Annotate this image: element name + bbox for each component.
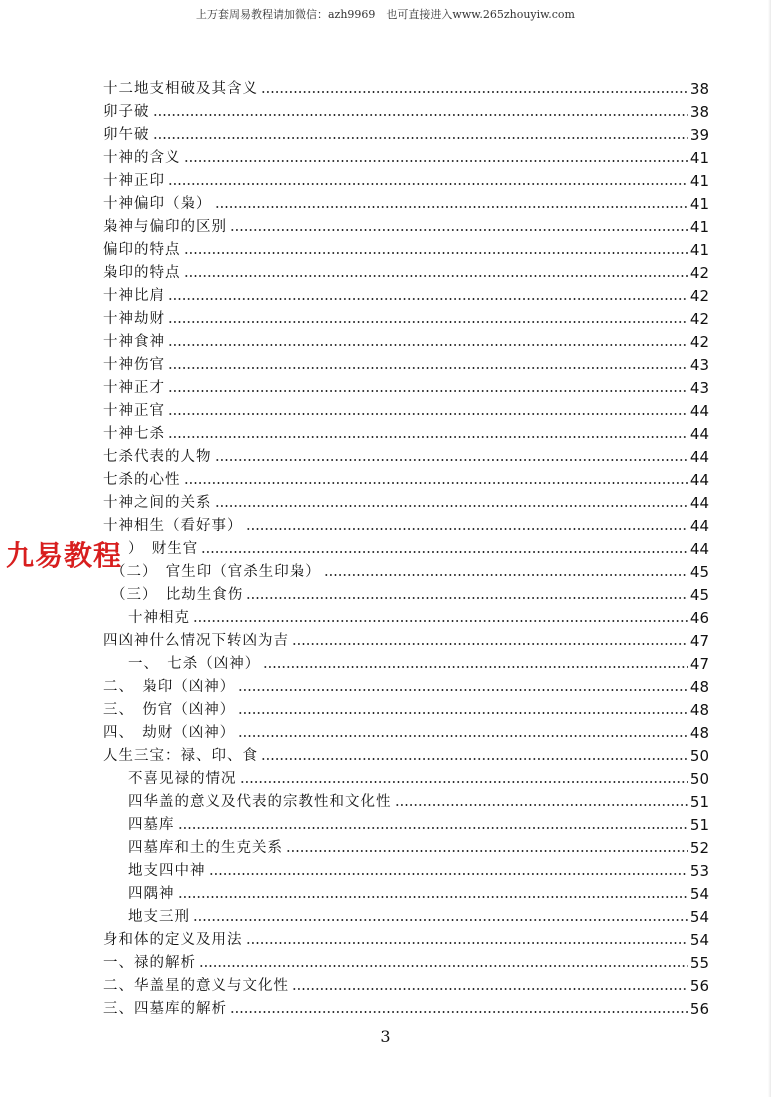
toc-dot-leader [184,274,688,278]
toc-entry-page: 50 [689,770,709,788]
toc-entry[interactable] [103,305,709,328]
toc-entry-title: 十神劫财 [103,311,165,327]
toc-dot-leader [246,596,688,600]
toc-entry-title: 一、禄的解析 [103,955,196,971]
toc-entry[interactable] [103,213,709,236]
toc-entry-page: 42 [689,264,709,282]
toc-entry-title: 偏印的特点 [103,242,181,258]
toc-dot-leader [286,849,688,853]
toc-dot-leader [261,757,688,761]
toc-entry-page: 44 [689,425,709,443]
toc-entry-title: 十神七杀 [103,426,165,442]
toc-entry-page: 41 [689,172,709,190]
toc-dot-leader [199,964,688,968]
toc-entry-page: 44 [689,517,709,535]
toc-entry-page: 38 [689,80,709,98]
toc-entry-title: ） 财生官 [128,541,199,557]
toc-entry-title: 二、 枭印（凶神） [103,679,236,695]
toc-entry-page: 45 [689,586,709,604]
toc-entry[interactable] [103,512,709,535]
toc-entry-title: 三、四墓库的解析 [103,1001,227,1017]
toc-entry-page: 51 [689,816,709,834]
toc-entry[interactable] [103,144,709,167]
toc-entry-title: 十神伤官 [103,357,165,373]
toc-entry-title: 十神相生（看好事） [103,518,243,534]
toc-dot-leader [209,872,688,876]
toc-dot-leader [178,826,688,830]
toc-entry[interactable] [103,995,709,1018]
toc-entry[interactable] [103,650,709,673]
toc-entry-page: 44 [689,494,709,512]
toc-entry[interactable] [103,581,709,604]
toc-entry-title: 十神的含义 [103,150,181,166]
toc-dot-leader [263,665,688,669]
toc-dot-leader [292,987,688,991]
toc-entry-title: 卯子破 [103,104,150,120]
toc-dot-leader [168,366,688,370]
toc-dot-leader [168,343,688,347]
toc-dot-leader [230,228,688,232]
toc-entry[interactable] [103,420,709,443]
toc-entry[interactable] [103,604,709,627]
toc-dot-leader [168,435,688,439]
toc-dot-leader [215,504,688,508]
toc-entry-page: 48 [689,678,709,696]
toc-entry-page: 42 [689,310,709,328]
toc-entry-page: 54 [689,885,709,903]
toc-entry-page: 51 [689,793,709,811]
toc-entry[interactable] [103,788,709,811]
toc-entry-title: 身和体的定义及用法 [103,932,243,948]
toc-entry-title: 十神正才 [103,380,165,396]
toc-entry-title: 地支三刑 [128,909,190,925]
toc-entry-title: 七杀代表的人物 [103,449,212,465]
toc-dot-leader [215,205,688,209]
table-of-contents [103,75,709,1018]
toc-entry-page: 45 [689,563,709,581]
toc-entry-page: 39 [689,126,709,144]
toc-entry[interactable] [103,75,709,98]
toc-entry[interactable] [103,443,709,466]
toc-entry-title: 十神偏印（枭） [103,196,212,212]
toc-entry-title: 枭神与偏印的区别 [103,219,227,235]
toc-entry-page: 41 [689,218,709,236]
toc-dot-leader [168,182,688,186]
toc-entry-title: 七杀的心性 [103,472,181,488]
toc-dot-leader [201,550,688,554]
toc-entry-page: 41 [689,241,709,259]
toc-entry-title: 不喜见禄的情况 [128,771,237,787]
watermark-logo: 九易教程 [6,539,123,572]
toc-dot-leader [215,458,688,462]
toc-entry-page: 46 [689,609,709,627]
toc-entry-page: 38 [689,103,709,121]
toc-entry[interactable] [103,834,709,857]
toc-dot-leader [261,90,688,94]
toc-entry[interactable] [103,98,709,121]
page-number: 3 [380,1027,391,1046]
toc-dot-leader [153,136,688,140]
toc-entry[interactable] [103,765,709,788]
toc-dot-leader [324,573,688,577]
toc-entry[interactable] [103,190,709,213]
toc-entry-page: 48 [689,701,709,719]
toc-dot-leader [246,527,688,531]
toc-entry-page: 44 [689,471,709,489]
toc-entry-page: 50 [689,747,709,765]
toc-entry-title: 四墓库和土的生克关系 [128,840,283,856]
toc-entry-page: 42 [689,333,709,351]
toc-entry[interactable] [103,972,709,995]
toc-dot-leader [292,642,688,646]
toc-entry-page: 48 [689,724,709,742]
toc-dot-leader [168,389,688,393]
toc-entry-title: 十神之间的关系 [103,495,212,511]
toc-entry-page: 56 [689,977,709,995]
toc-entry[interactable] [103,926,709,949]
toc-entry-title: （三） 比劫生食伤 [111,587,244,603]
toc-entry-page: 54 [689,931,709,949]
toc-dot-leader [168,320,688,324]
toc-entry[interactable] [103,719,709,742]
toc-entry[interactable] [103,535,709,558]
toc-entry[interactable] [103,903,709,926]
toc-entry-page: 53 [689,862,709,880]
toc-dot-leader [153,113,688,117]
toc-entry[interactable] [103,121,709,144]
toc-entry-page: 56 [689,1000,709,1018]
toc-dot-leader [238,711,688,715]
toc-entry-page: 44 [689,540,709,558]
toc-entry-page: 47 [689,655,709,673]
toc-entry-title: 三、 伤官（凶神） [103,702,236,718]
toc-entry[interactable] [103,627,709,650]
toc-entry[interactable] [103,167,709,190]
toc-dot-leader [168,297,688,301]
toc-entry-page: 52 [689,839,709,857]
toc-entry[interactable] [103,328,709,351]
toc-dot-leader [178,895,688,899]
toc-entry-title: 四凶神什么情况下转凶为吉 [103,633,289,649]
toc-entry[interactable] [103,673,709,696]
toc-dot-leader [193,619,688,623]
toc-entry-page: 44 [689,448,709,466]
toc-entry[interactable] [103,259,709,282]
toc-entry-title: 十神食神 [103,334,165,350]
toc-entry-page: 55 [689,954,709,972]
toc-entry[interactable] [103,397,709,420]
toc-dot-leader [168,412,688,416]
toc-entry-title: 十神相克 [128,610,190,626]
toc-entry[interactable] [103,236,709,259]
toc-dot-leader [238,688,688,692]
toc-dot-leader [240,780,688,784]
page-header-text: 上万套周易教程请加微信：azh9969 也可直接进入www.265zhouyiw.com [195,8,575,21]
toc-dot-leader [395,803,688,807]
toc-entry-page: 41 [689,195,709,213]
toc-entry-title: 十神正印 [103,173,165,189]
toc-entry-page: 54 [689,908,709,926]
toc-entry-title: 四华盖的意义及代表的宗教性和文化性 [128,794,392,810]
toc-entry-page: 43 [689,356,709,374]
toc-entry[interactable] [103,489,709,512]
toc-dot-leader [184,159,688,163]
toc-entry[interactable] [103,880,709,903]
toc-entry-title: 二、华盖星的意义与文化性 [103,978,289,994]
toc-entry[interactable] [103,351,709,374]
toc-entry-title: 四隅神 [128,886,175,902]
toc-entry-title: 卯午破 [103,127,150,143]
toc-entry[interactable] [103,282,709,305]
toc-entry-title: 四墓库 [128,817,175,833]
toc-entry[interactable] [103,558,709,581]
toc-entry-title: 四、 劫财（凶神） [103,725,236,741]
toc-entry[interactable] [103,374,709,397]
toc-entry[interactable] [103,696,709,719]
toc-entry-title: 人生三宝：禄、印、食 [103,748,258,764]
toc-entry-title: 地支四中神 [128,863,206,879]
toc-entry-title: 十神比肩 [103,288,165,304]
toc-entry[interactable] [103,857,709,880]
toc-entry-title: （二） 官生印（官杀生印枭） [111,564,321,580]
toc-dot-leader [193,918,688,922]
toc-entry-title: 十神正官 [103,403,165,419]
toc-dot-leader [230,1010,688,1014]
toc-entry-title: 十二地支相破及其含义 [103,81,258,97]
toc-dot-leader [246,941,688,945]
toc-entry[interactable] [103,466,709,489]
toc-entry-page: 44 [689,402,709,420]
toc-dot-leader [184,481,688,485]
toc-entry-page: 43 [689,379,709,397]
toc-entry[interactable] [103,742,709,765]
toc-dot-leader [184,251,688,255]
toc-dot-leader [238,734,688,738]
toc-entry-title: 枭印的特点 [103,265,181,281]
toc-entry-title: 一、 七杀（凶神） [128,656,261,672]
toc-entry-page: 42 [689,287,709,305]
toc-entry-page: 47 [689,632,709,650]
toc-entry-page: 41 [689,149,709,167]
toc-entry[interactable] [103,949,709,972]
toc-entry[interactable] [103,811,709,834]
